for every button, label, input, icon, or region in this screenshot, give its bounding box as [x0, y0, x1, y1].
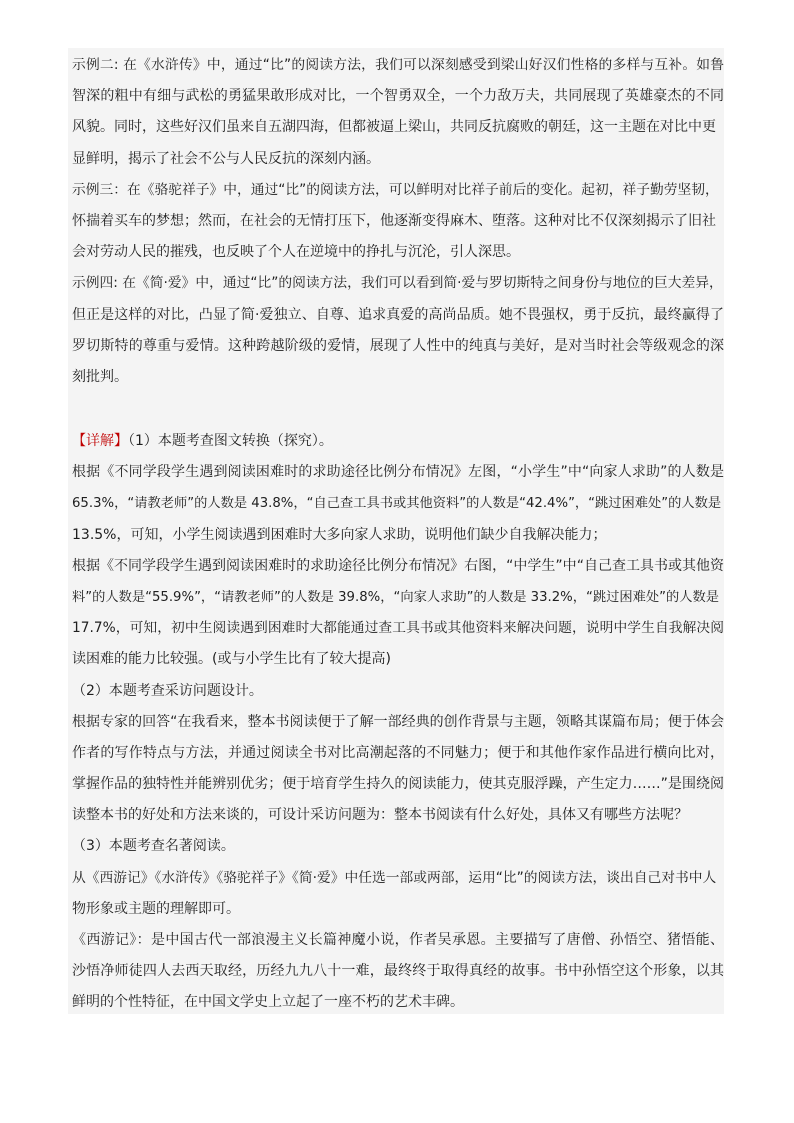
- paragraph-line: 掌握作品的独特性并能辨别优劣；便于培育学生持久的阅读能力，使其克服浮躁，产生定力……”是围绕阅: [72, 776, 724, 793]
- paragraph-line: 怀揣着买车的梦想；然而，在社会的无情打压下，他逐渐变得麻木、堕落。这种对比不仅深刻揭示了旧社: [72, 212, 716, 229]
- paragraph-line: 料”的人数是“55.9%”，“请教老师”的人数是 39.8%，“向家人求助”的人数是 33.2%，“跳过困难处”的人数是: [72, 589, 719, 605]
- paragraph-line: 风貌。同时，这些好汉们虽来自五湖四海，但都被逼上梁山，共同反抗腐败的朝廷，这一主题在对比中更: [72, 119, 716, 136]
- document-page: [68, 48, 724, 1014]
- paragraph-line: 沙悟净师徒四人去西天取经，历经九九八十一难，最终终于取得真经的故事。书中孙悟空这个形象，以其: [72, 963, 724, 980]
- paragraph-line: 读整本书的好处和方法来谈的，可设计采访问题为：整本书阅读有什么好处，具体又有哪些方法呢？: [72, 807, 688, 824]
- paragraph-line: 刻批判。: [72, 368, 128, 385]
- paragraph-line: 鲜明的个性特征，在中国文学史上立起了一座不朽的艺术丰碑。: [72, 994, 464, 1011]
- paragraph-line: （2）本题考查采访问题设计。: [72, 682, 263, 699]
- paragraph-line: 智深的粗中有细与武松的勇猛果敢形成对比，一个智勇双全，一个力敌万夫，共同展现了英雄豪杰的不同: [72, 88, 724, 105]
- paragraph-line: 示例三：在《骆驼祥子》中，通过“比”的阅读方法，可以鲜明对比祥子前后的变化。起初，祥子勤劳坚韧，: [72, 181, 719, 198]
- paragraph-line: 读困难的能力比较强。(或与小学生比有了较大提高): [72, 651, 391, 668]
- paragraph-line: 显鲜明，揭示了社会不公与人民反抗的深刻内涵。: [72, 150, 380, 167]
- paragraph-line: 物形象或主题的理解即可。: [72, 900, 240, 917]
- paragraph-line: 罗切斯特的尊重与爱情。这种跨越阶级的爱情，展现了人性中的纯真与美好，是对当时社会等级观念的深: [72, 337, 724, 354]
- paragraph-line: 17.7%，可知，初中生阅读遇到困难时大都能通过查工具书或其他资料来解决问题，说明中学生自我解决阅: [72, 620, 724, 637]
- paragraph-line: 示例二: 在《水浒传》中，通过“比”的阅读方法，我们可以深刻感受到梁山好汉们性格的多样与互补。如鲁: [72, 57, 724, 73]
- paragraph-line: 从《西游记》《水浒传》《骆驼祥子》《简·爱》中任选一部或两部，运用“比”的阅读方法，谈出自己对书中人: [72, 869, 717, 886]
- detail-tag: 【详解】: [72, 433, 128, 449]
- paragraph-line: 根据《不同学段学生遇到阅读困难时的求助途径比例分布情况》右图，“中学生”中“自己查工具书或其他资: [72, 557, 724, 574]
- paragraph-line: 示例四: 在《简·爱》中，通过“比”的阅读方法，我们可以看到简·爱与罗切斯特之间身份与地位的巨大差异，: [72, 275, 723, 292]
- detail-heading: [72, 426, 724, 457]
- paragraph-line: 会对劳动人民的摧残，也反映了个人在逆境中的挣扎与沉沦，引人深思。: [72, 244, 520, 261]
- detail-section: [72, 426, 724, 1019]
- examples-section: [72, 50, 724, 393]
- paragraph-line: 65.3%，“请教老师”的人数是 43.8%，“自己查工具书或其他资料”的人数是“42.4%”，“跳过困难处”的人数是: [72, 496, 722, 512]
- paragraph-line: 《西游记》：是中国古代一部浪漫主义长篇神魔小说，作者吴承恩。主要描写了唐僧、孙悟空、猪悟能、: [72, 932, 724, 948]
- paragraph-line: 作者的写作特点与方法，并通过阅读全书对比高潮起落的不同魅力；便于和其他作家作品进行横向比对，: [72, 744, 724, 761]
- paragraph-line: 根据《不同学段学生遇到阅读困难时的求助途径比例分布情况》左图，“小学生”中“向家人求助”的人数是: [72, 464, 724, 481]
- paragraph-line: 根据专家的回答“在我看来，整本书阅读便于了解一部经典的创作背景与主题，领略其谋篇布局；便于体会: [72, 713, 724, 730]
- paragraph-line: （3）本题考查名著阅读。: [72, 838, 235, 855]
- detail-heading-text: （1）本题考查图文转换（探究）。: [128, 433, 333, 449]
- paragraph-line: 但正是这样的对比，凸显了简·爱独立、自尊、追求真爱的高尚品质。她不畏强权，勇于反抗，最终赢得了: [72, 306, 724, 323]
- paragraph-line: 13.5%，可知，小学生阅读遇到困难时大多向家人求助，说明他们缺少自我解决能力；: [72, 526, 607, 543]
